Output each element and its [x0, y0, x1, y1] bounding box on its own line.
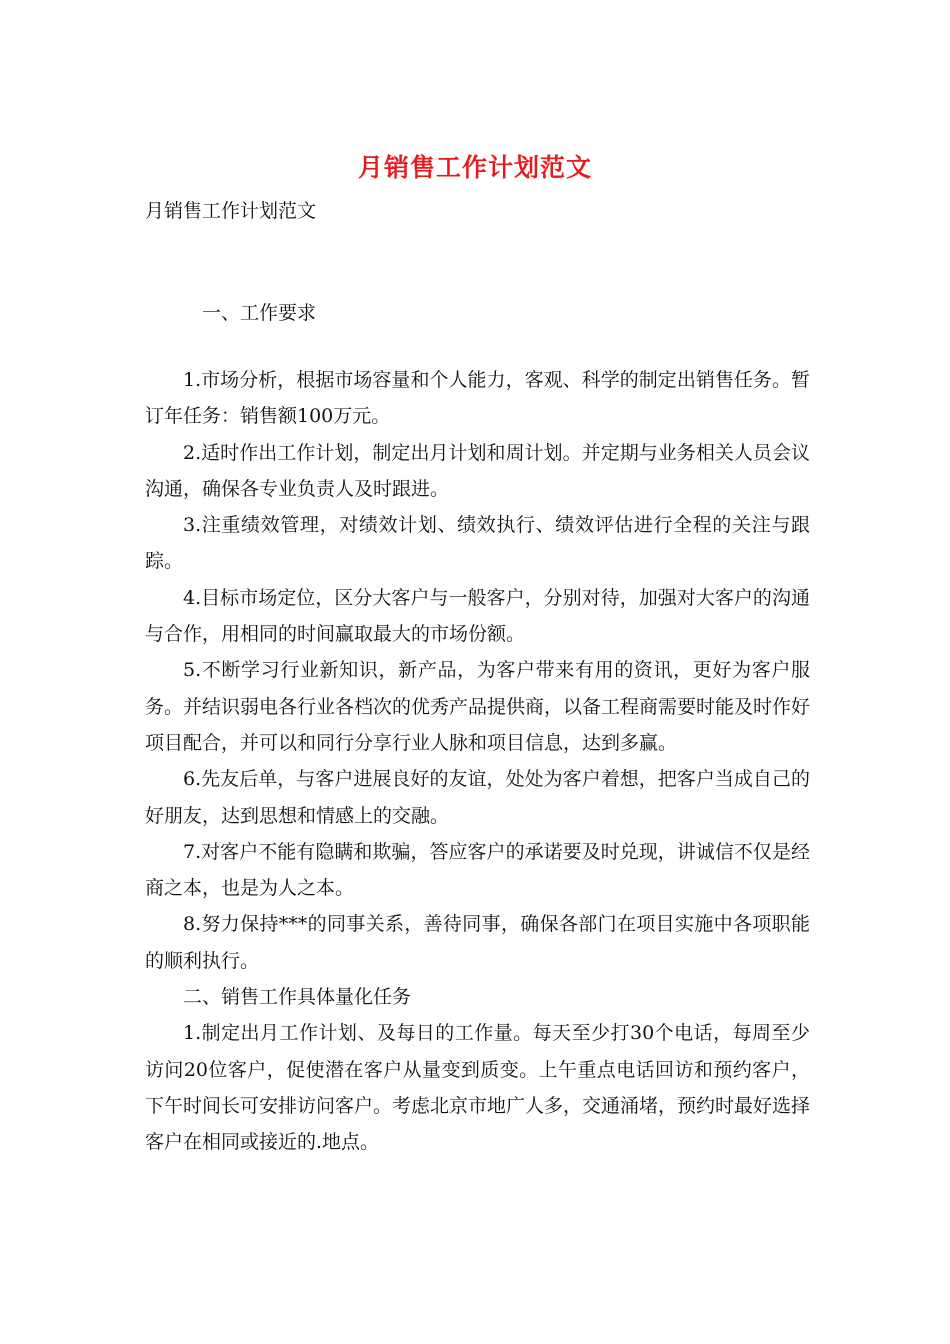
document-subtitle: 月销售工作计划范文 — [145, 200, 317, 222]
list-item: 3.注重绩效管理，对绩效计划、绩效执行、绩效评估进行全程的关注与跟踪。 — [145, 514, 810, 573]
list-item: 4.目标市场定位，区分大客户与一般客户，分别对待，加强对大客户的沟通与合作，用相同的时间赢取最大的市场份额。 — [145, 586, 810, 646]
list-item: 2.适时作出工作计划，制定出月计划和周计划。并定期与业务相关人员会议沟通，确保各专业负责人及时跟进。 — [145, 441, 810, 500]
document-title: 月销售工作计划范文 — [357, 153, 592, 182]
section-heading-requirements: 一、工作要求 — [202, 302, 317, 324]
section-heading-quantified-tasks: 二、销售工作具体量化任务 — [183, 986, 412, 1009]
list-item: 1.制定出月工作计划、及每日的工作量。每天至少打30个电话，每周至少访问20位客户，促使潜在客户从量变到质变。上午重点电话回访和预约客户，下午时间长可安排访问客户。考虑北京市地广人多，交通涌堵，预约时最好选择客户在相同或接近的.地点。 — [145, 1022, 811, 1154]
list-item: 1.市场分析，根据市场容量和个人能力，客观、科学的制定出销售任务。暂订年任务：销售额100万元。 — [145, 369, 810, 428]
list-item: 5.不断学习行业新知识，新产品，为客户带来有用的资讯，更好为客户服务。并结识弱电各行业各档次的优秀产品提供商，以备工程商需要时能及时作好项目配合，并可以和同行分享行业人脉和项目信息，达到多赢。 — [145, 659, 811, 754]
list-item: 7.对客户不能有隐瞒和欺骗，答应客户的承诺要及时兑现，讲诚信不仅是经商之本，也是为人之本。 — [145, 840, 810, 900]
document-body — [145, 362, 810, 1161]
list-item: 6.先友后单，与客户进展良好的友谊，处处为客户着想，把客户当成自己的好朋友，达到思想和情感上的交融。 — [145, 768, 810, 827]
list-item: 8.努力保持***的同事关系，善待同事，确保各部门在项目实施中各项职能的顺利执行。 — [145, 913, 810, 972]
